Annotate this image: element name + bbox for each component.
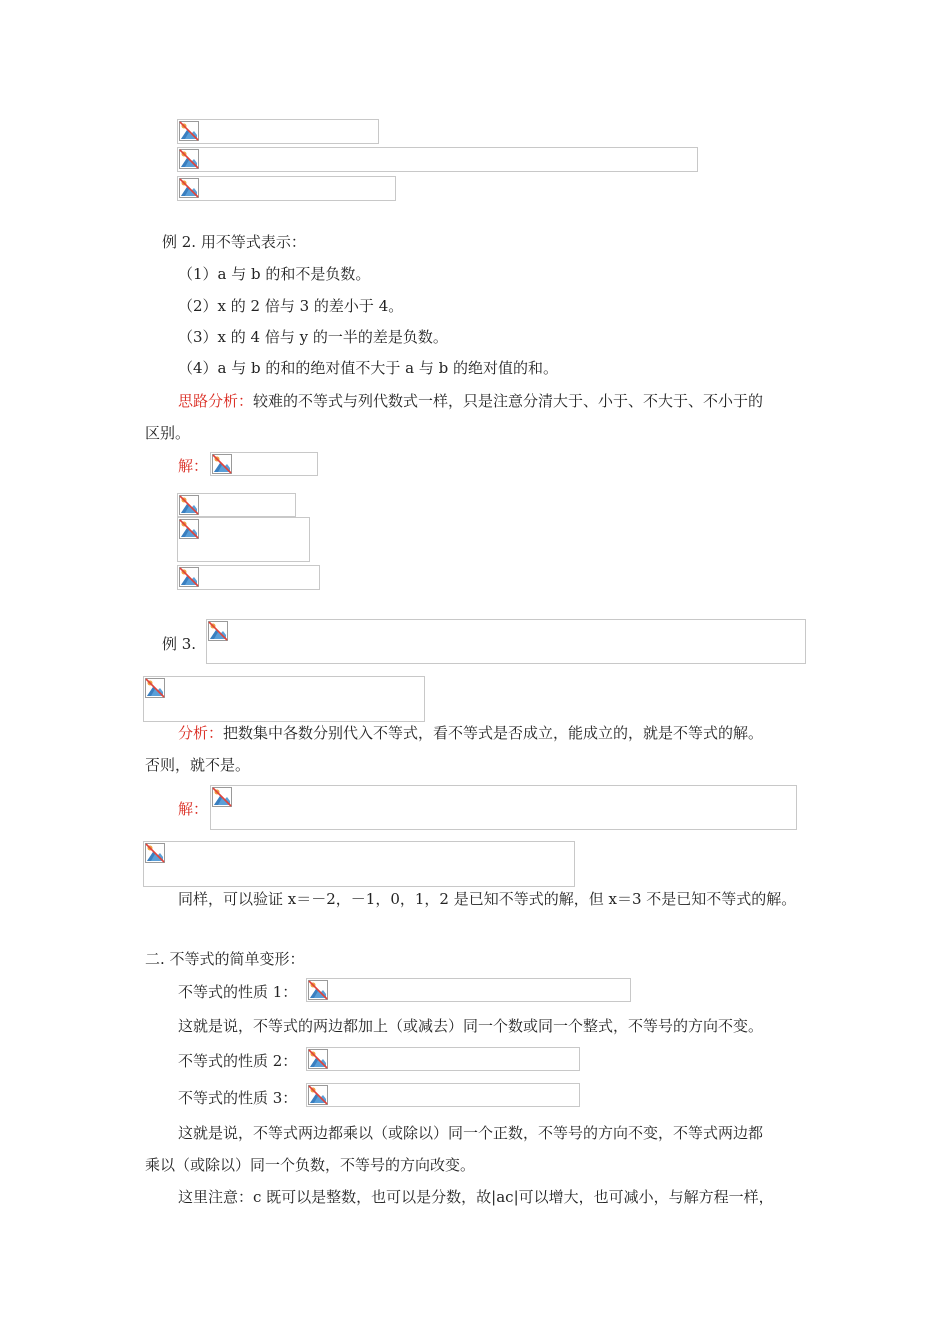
broken-image-icon (179, 495, 199, 515)
analysis-paragraph (178, 723, 763, 743)
broken-image-icon (179, 519, 199, 539)
broken-image-icon (145, 678, 165, 698)
note-text: 这里注意：c 既可以是整数，也可以是分数，故|ac|可以增大，也可减小，与解方程一样， (178, 1188, 774, 1206)
formula-image (177, 147, 698, 172)
broken-image-icon (212, 454, 232, 474)
formula-image (143, 841, 575, 887)
formula-image (177, 493, 296, 517)
conclusion-text: 同样，可以验证 x＝－2，－1，0，1，2 是已知不等式的解，但 x＝3 不是已知不等式的解。 (178, 890, 797, 908)
broken-image-icon (208, 621, 228, 641)
example-2-heading: 例 2. 用不等式表示： (162, 233, 306, 251)
property-1-explanation: 这就是说，不等式的两边都加上（或减去）同一个数或同一个整式，不等号的方向不变。 (178, 1017, 764, 1035)
formula-image (143, 676, 425, 722)
broken-image-icon (179, 567, 199, 587)
analysis-text: 较难的不等式与列代数式一样，只是注意分清大于、小于、不大于、不小于的 (253, 392, 764, 410)
analysis-label: 分析： (178, 724, 224, 742)
analysis-text-cont: 区别。 (145, 424, 191, 442)
example-2-item: （3）x 的 4 倍与 y 的一半的差是负数。 (178, 328, 448, 346)
broken-image-icon (308, 980, 328, 1000)
broken-image-icon (308, 1085, 328, 1105)
analysis-label: 思路分析： (178, 392, 254, 410)
property-explanation: 这就是说，不等式两边都乘以（或除以）同一个正数，不等号的方向不变，不等式两边都 (178, 1124, 764, 1142)
formula-image (306, 1047, 580, 1071)
example-2-item: （4）a 与 b 的和的绝对值不大于 a 与 b 的绝对值的和。 (178, 359, 559, 377)
formula-image (206, 619, 806, 664)
property-1-label: 不等式的性质 1： (178, 983, 298, 1001)
formula-image (210, 452, 318, 476)
broken-image-icon (179, 121, 199, 141)
broken-image-icon (179, 178, 199, 198)
analysis-text: 把数集中各数分别代入不等式，看不等式是否成立，能成立的，就是不等式的解。 (223, 724, 764, 742)
broken-image-icon (308, 1049, 328, 1069)
formula-image (177, 176, 396, 201)
property-3-label: 不等式的性质 3： (178, 1089, 298, 1107)
example-3-heading: 例 3. (162, 635, 197, 653)
broken-image-icon (145, 843, 165, 863)
formula-image (177, 517, 310, 562)
property-explanation-cont: 乘以（或除以）同一个负数，不等号的方向改变。 (145, 1156, 476, 1174)
formula-image (306, 1083, 580, 1107)
formula-image (210, 785, 797, 830)
section-heading: 二. 不等式的简单变形： (145, 950, 305, 968)
solution-label: 解： (178, 457, 209, 475)
formula-image (177, 119, 379, 144)
property-2-label: 不等式的性质 2： (178, 1052, 298, 1070)
analysis-text-cont: 否则，就不是。 (145, 756, 251, 774)
formula-image (177, 565, 320, 590)
solution-label: 解： (178, 800, 209, 818)
broken-image-icon (212, 787, 232, 807)
formula-image (306, 978, 631, 1002)
example-2-item: （1）a 与 b 的和不是负数。 (178, 265, 371, 283)
analysis-paragraph (178, 391, 763, 411)
example-2-item: （2）x 的 2 倍与 3 的差小于 4。 (178, 297, 404, 315)
broken-image-icon (179, 149, 199, 169)
